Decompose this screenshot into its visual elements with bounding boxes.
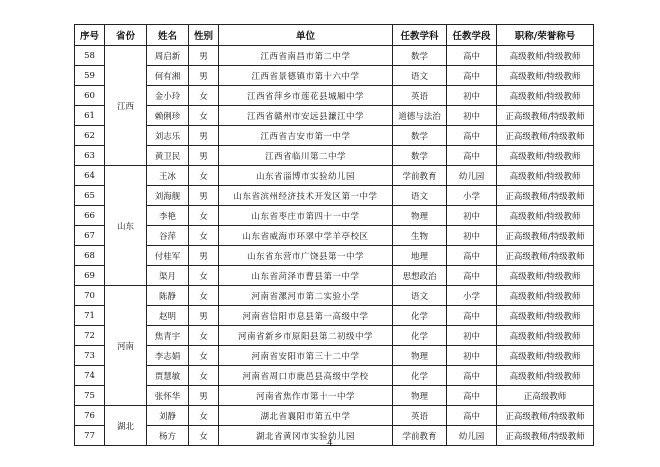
cell-title: 高级教师/特级教师 xyxy=(497,366,594,386)
cell-name: 赖俐珍 xyxy=(147,106,189,126)
cell-name: 杨方 xyxy=(147,426,189,446)
cell-no: 68 xyxy=(75,246,105,266)
cell-subject: 物理 xyxy=(393,206,447,226)
cell-name: 赵明 xyxy=(147,306,189,326)
header-title: 职称/荣誉称号 xyxy=(497,25,594,46)
cell-unit: 河南省焦作市第十一中学 xyxy=(219,386,393,406)
cell-gender: 男 xyxy=(189,246,219,266)
cell-subject: 数学 xyxy=(393,146,447,166)
cell-unit: 山东省淄博市实验幼儿园 xyxy=(219,166,393,186)
cell-no: 66 xyxy=(75,206,105,226)
cell-gender: 男 xyxy=(189,306,219,326)
cell-stage: 高中 xyxy=(447,366,497,386)
cell-unit: 江西省南昌市第二中学 xyxy=(219,46,393,66)
cell-name: 周启新 xyxy=(147,46,189,66)
cell-no: 60 xyxy=(75,86,105,106)
header-stage: 任教学段 xyxy=(447,25,497,46)
cell-stage: 幼儿园 xyxy=(447,166,497,186)
teacher-roster-table xyxy=(74,24,594,446)
cell-subject: 语文 xyxy=(393,286,447,306)
cell-title: 正高级教师/特级教师 xyxy=(497,106,594,126)
cell-stage: 高中 xyxy=(447,306,497,326)
table-row xyxy=(75,126,594,146)
table-row xyxy=(75,226,594,246)
cell-subject: 学前教育 xyxy=(393,166,447,186)
header-no: 序号 xyxy=(75,25,105,46)
cell-no: 61 xyxy=(75,106,105,126)
cell-unit: 河南省安阳市第三十二中学 xyxy=(219,346,393,366)
cell-unit: 山东省枣庄市第四十一中学 xyxy=(219,206,393,226)
table-row xyxy=(75,46,594,66)
cell-name: 黄卫民 xyxy=(147,146,189,166)
cell-stage: 初中 xyxy=(447,326,497,346)
cell-subject: 化学 xyxy=(393,366,447,386)
cell-title: 高级教师/特级教师 xyxy=(497,286,594,306)
cell-name: 李艳 xyxy=(147,206,189,226)
cell-gender: 男 xyxy=(189,46,219,66)
cell-stage: 初中 xyxy=(447,346,497,366)
cell-unit: 山东省东营市广饶县第一中学 xyxy=(219,246,393,266)
table-row xyxy=(75,326,594,346)
cell-no: 76 xyxy=(75,406,105,426)
cell-subject: 英语 xyxy=(393,406,447,426)
header-gender: 性别 xyxy=(189,25,219,46)
cell-name: 何有湘 xyxy=(147,66,189,86)
cell-title: 高级教师/特级教师 xyxy=(497,166,594,186)
cell-gender: 男 xyxy=(189,126,219,146)
cell-unit: 山东省菏泽市曹县第一中学 xyxy=(219,266,393,286)
cell-name: 谷萍 xyxy=(147,226,189,246)
table-row xyxy=(75,366,594,386)
cell-gender: 男 xyxy=(189,66,219,86)
cell-title: 高级教师/特级教师 xyxy=(497,66,594,86)
cell-gender: 女 xyxy=(189,406,219,426)
table-row xyxy=(75,146,594,166)
cell-no: 63 xyxy=(75,146,105,166)
table-row xyxy=(75,186,594,206)
cell-gender: 女 xyxy=(189,86,219,106)
cell-no: 69 xyxy=(75,266,105,286)
cell-stage: 高中 xyxy=(447,246,497,266)
cell-gender: 女 xyxy=(189,206,219,226)
cell-unit: 河南省周口市鹿邑县高级中学校 xyxy=(219,366,393,386)
cell-subject: 数学 xyxy=(393,126,447,146)
cell-title: 高级教师/特级教师 xyxy=(497,46,594,66)
cell-subject: 语文 xyxy=(393,66,447,86)
cell-title: 高级教师/特级教师 xyxy=(497,266,594,286)
cell-unit: 河南省信阳市息县第一高级中学 xyxy=(219,306,393,326)
cell-subject: 地理 xyxy=(393,246,447,266)
cell-gender: 女 xyxy=(189,286,219,306)
cell-title: 高级教师/特级教师 xyxy=(497,146,594,166)
cell-no: 62 xyxy=(75,126,105,146)
cell-subject: 数学 xyxy=(393,46,447,66)
cell-no: 59 xyxy=(75,66,105,86)
table-row xyxy=(75,266,594,286)
cell-name: 刘海舰 xyxy=(147,186,189,206)
cell-name: 贾慧敏 xyxy=(147,366,189,386)
page-number: 4 xyxy=(327,439,333,449)
table-row xyxy=(75,386,594,406)
cell-title: 正高级教师 xyxy=(497,386,594,406)
cell-title: 正高级教师/特级教师 xyxy=(497,426,594,446)
cell-subject: 英语 xyxy=(393,86,447,106)
cell-name: 付桂军 xyxy=(147,246,189,266)
cell-name: 王冰 xyxy=(147,166,189,186)
cell-stage: 初中 xyxy=(447,206,497,226)
table-row xyxy=(75,346,594,366)
cell-subject: 思想政治 xyxy=(393,266,447,286)
cell-stage: 高中 xyxy=(447,126,497,146)
cell-no: 77 xyxy=(75,426,105,446)
cell-unit: 河南省新乡市原阳县第二初级中学 xyxy=(219,326,393,346)
cell-title: 正高级教师/特级教师 xyxy=(497,406,594,426)
cell-no: 71 xyxy=(75,306,105,326)
cell-subject: 化学 xyxy=(393,306,447,326)
cell-stage: 高中 xyxy=(447,266,497,286)
cell-title: 正高级教师/特级教师 xyxy=(497,226,594,246)
cell-gender: 男 xyxy=(189,186,219,206)
cell-gender: 女 xyxy=(189,226,219,246)
cell-title: 高级教师/特级教师 xyxy=(497,206,594,226)
cell-subject: 语文 xyxy=(393,186,447,206)
cell-unit: 湖北省黄冈市实验幼儿园 xyxy=(219,426,393,446)
cell-no: 67 xyxy=(75,226,105,246)
cell-gender: 女 xyxy=(189,366,219,386)
cell-unit: 山东省威海市环翠中学羊亭校区 xyxy=(219,226,393,246)
cell-name: 陈静 xyxy=(147,286,189,306)
cell-unit: 山东省滨州经济技术开发区第一中学 xyxy=(219,186,393,206)
cell-title: 正高级教师/特级教师 xyxy=(497,126,594,146)
table-row xyxy=(75,106,594,126)
cell-gender: 女 xyxy=(189,106,219,126)
cell-no: 74 xyxy=(75,366,105,386)
header-subject: 任教学科 xyxy=(393,25,447,46)
table-header-row xyxy=(75,25,594,46)
cell-title: 高级教师/特级教师 xyxy=(497,346,594,366)
cell-name: 张怀华 xyxy=(147,386,189,406)
cell-name: 渠月 xyxy=(147,266,189,286)
cell-stage: 高中 xyxy=(447,146,497,166)
cell-title: 高级教师/特级教师 xyxy=(497,306,594,326)
cell-stage: 高中 xyxy=(447,406,497,426)
cell-no: 65 xyxy=(75,186,105,206)
cell-stage: 高中 xyxy=(447,386,497,406)
table-row xyxy=(75,66,594,86)
table-body xyxy=(75,46,594,446)
table-row xyxy=(75,306,594,326)
cell-title: 高级教师/特级教师 xyxy=(497,326,594,346)
cell-subject: 生物 xyxy=(393,226,447,246)
cell-gender: 女 xyxy=(189,346,219,366)
cell-stage: 初中 xyxy=(447,226,497,246)
cell-no: 73 xyxy=(75,346,105,366)
cell-no: 75 xyxy=(75,386,105,406)
cell-stage: 初中 xyxy=(447,86,497,106)
cell-subject: 道德与法治 xyxy=(393,106,447,126)
table-row xyxy=(75,406,594,426)
cell-unit: 江西省赣州市安远县濂江中学 xyxy=(219,106,393,126)
header-name: 姓名 xyxy=(147,25,189,46)
table-row xyxy=(75,166,594,186)
cell-unit: 湖北省襄阳市第五中学 xyxy=(219,406,393,426)
cell-no: 70 xyxy=(75,286,105,306)
cell-stage: 小学 xyxy=(447,286,497,306)
cell-name: 李志娟 xyxy=(147,346,189,366)
cell-subject: 化学 xyxy=(393,326,447,346)
cell-stage: 高中 xyxy=(447,66,497,86)
cell-gender: 女 xyxy=(189,426,219,446)
cell-no: 72 xyxy=(75,326,105,346)
cell-province: 湖北 xyxy=(105,406,147,446)
cell-no: 58 xyxy=(75,46,105,66)
cell-unit: 江西省景德镇市第十六中学 xyxy=(219,66,393,86)
cell-unit: 江西省萍乡市莲花县城厢中学 xyxy=(219,86,393,106)
table-row xyxy=(75,286,594,306)
cell-stage: 小学 xyxy=(447,186,497,206)
cell-subject: 学前教育 xyxy=(393,426,447,446)
cell-subject: 物理 xyxy=(393,346,447,366)
cell-stage: 初中 xyxy=(447,106,497,126)
cell-title: 正高级教师/特级教师 xyxy=(497,246,594,266)
cell-stage: 幼儿园 xyxy=(447,426,497,446)
cell-title: 正高级教师/特级教师 xyxy=(497,186,594,206)
table-row xyxy=(75,206,594,226)
cell-unit: 河南省漯河市第二实验小学 xyxy=(219,286,393,306)
cell-province: 山东 xyxy=(105,166,147,286)
cell-name: 焦青宇 xyxy=(147,326,189,346)
cell-gender: 女 xyxy=(189,166,219,186)
cell-gender: 男 xyxy=(189,146,219,166)
cell-gender: 男 xyxy=(189,386,219,406)
table-row xyxy=(75,246,594,266)
cell-title: 高级教师/特级教师 xyxy=(497,86,594,106)
cell-unit: 江西省吉安市第一中学 xyxy=(219,126,393,146)
cell-subject: 物理 xyxy=(393,386,447,406)
cell-gender: 女 xyxy=(189,326,219,346)
table-row xyxy=(75,86,594,106)
cell-name: 金小玲 xyxy=(147,86,189,106)
cell-unit: 江西省临川第二中学 xyxy=(219,146,393,166)
cell-stage: 高中 xyxy=(447,46,497,66)
header-unit: 单位 xyxy=(219,25,393,46)
cell-name: 刘志乐 xyxy=(147,126,189,146)
cell-province: 河南 xyxy=(105,286,147,406)
cell-name: 刘静 xyxy=(147,406,189,426)
cell-province: 江西 xyxy=(105,46,147,166)
header-province: 省份 xyxy=(105,25,147,46)
cell-gender: 女 xyxy=(189,266,219,286)
cell-no: 64 xyxy=(75,166,105,186)
